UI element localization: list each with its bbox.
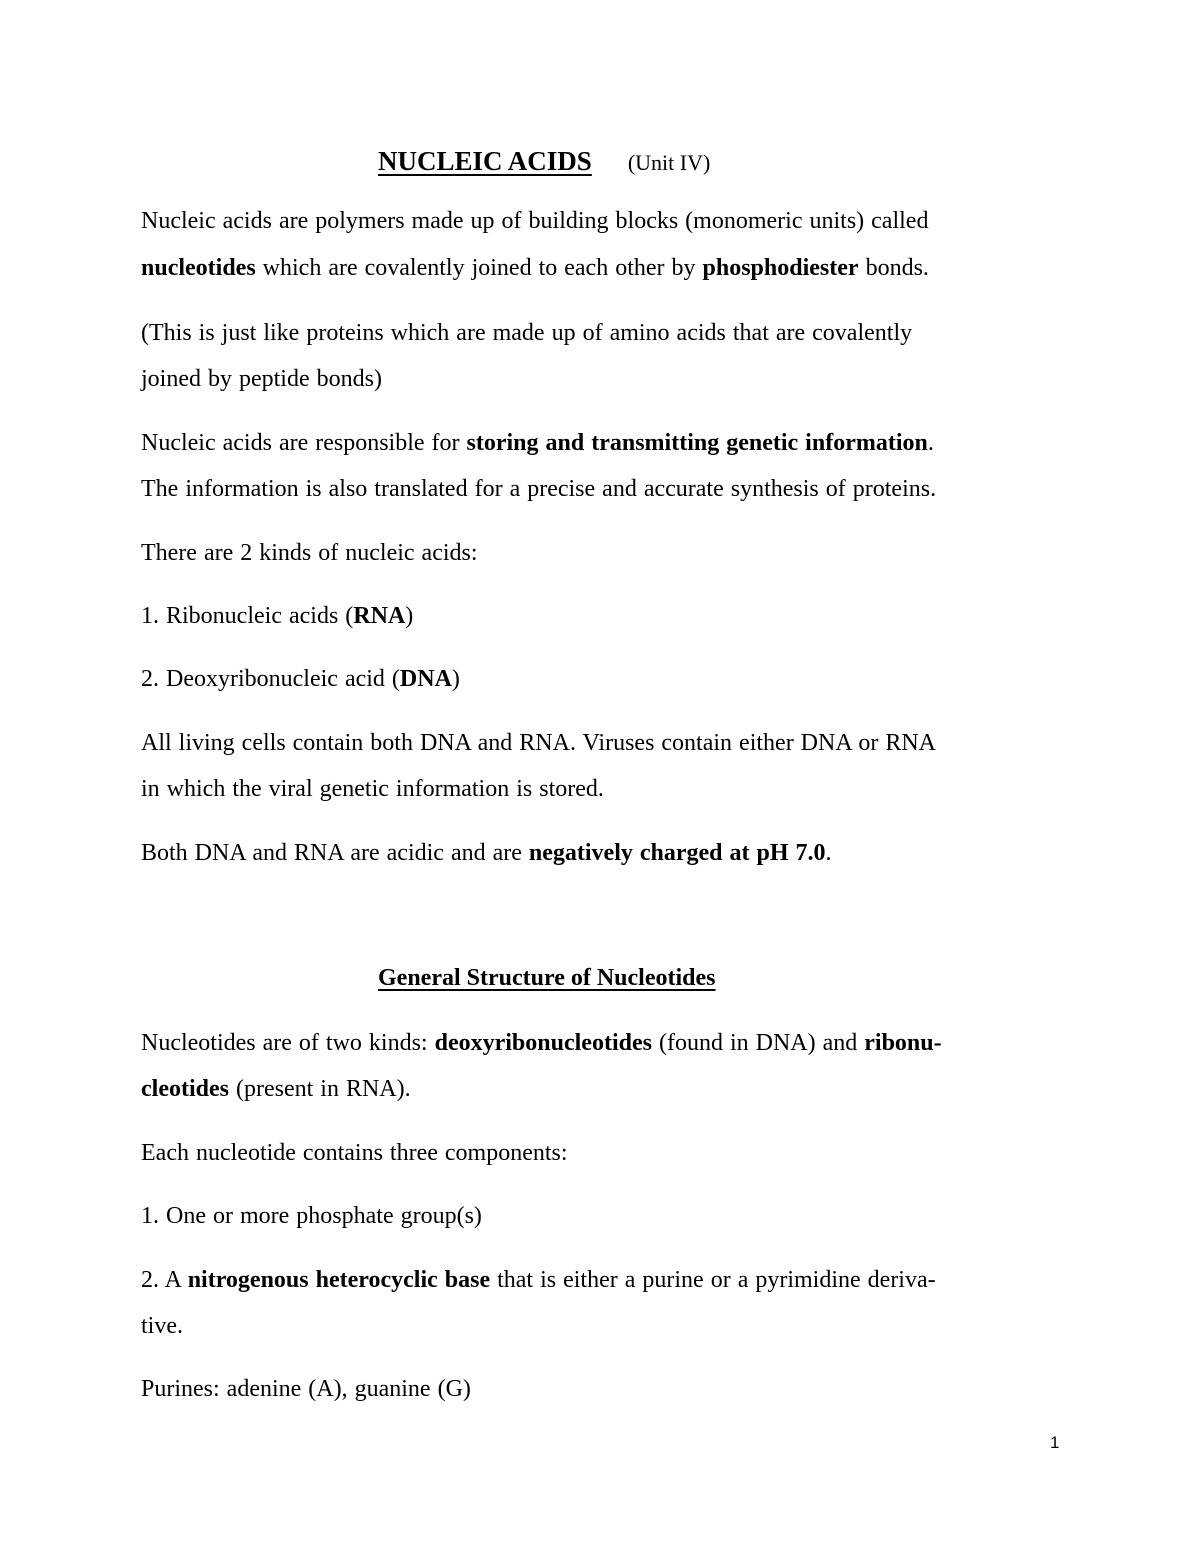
components-item-2-line-1: 2. A nitrogenous heterocyclic base that is either a purine or a pyrimidine deriva- [141, 1267, 936, 1293]
page-title [378, 145, 710, 179]
term-nucleotides: nucleotides [141, 255, 256, 281]
term-ribonucleotides-part-1: ribonu- [864, 1030, 942, 1056]
page-number: 1 [1050, 1433, 1060, 1452]
title-unit: (Unit IV) [627, 150, 711, 175]
kinds-intro: There are 2 kinds of nucleic acids: [141, 540, 478, 566]
purines-line: Purines: adenine (A), guanine (G) [141, 1376, 471, 1402]
kinds-item-rna: 1. Ribonucleic acids (RNA) [141, 603, 414, 629]
charge-line: Both DNA and RNA are acidic and are negatively charged at pH 7.0. [141, 840, 832, 866]
title-main: NUCLEIC ACIDS [378, 146, 592, 176]
cells-line-2: in which the viral genetic information is stored. [141, 776, 604, 802]
function-line-2: The information is also translated for a precise and accurate synthesis of proteins. [141, 476, 937, 502]
components-intro: Each nucleotide contains three components: [141, 1140, 568, 1166]
term-genetic-information: storing and transmitting genetic information [466, 430, 928, 456]
section-heading: General Structure of Nucleotides [378, 965, 716, 991]
term-negatively-charged: negatively charged at pH 7.0 [528, 840, 826, 866]
components-item-1: 1. One or more phosphate group(s) [141, 1203, 482, 1229]
function-line-1: Nucleic acids are responsible for storing and transmitting genetic information. [141, 430, 934, 456]
cells-line-1: All living cells contain both DNA and RNA. Viruses contain either DNA or RNA [141, 730, 937, 756]
analogy-line-1: (This is just like proteins which are made up of amino acids that are covalently [141, 320, 913, 346]
term-deoxyribonucleotides: deoxyribonucleotides [434, 1030, 652, 1056]
term-phosphodiester: phosphodiester [702, 255, 859, 281]
term-nitrogenous-base: nitrogenous heterocyclic base [187, 1267, 491, 1293]
kinds-item-dna: 2. Deoxyribonucleic acid (DNA) [141, 666, 460, 692]
components-item-2-line-2: tive. [141, 1313, 183, 1339]
intro-line-2: nucleotides which are covalently joined to each other by phosphodiester bonds. [141, 255, 929, 281]
term-ribonucleotides-part-2: cleotides [141, 1076, 229, 1102]
nucleotide-kinds-line-1: Nucleotides are of two kinds: deoxyribonucleotides (found in DNA) and ribonu- [141, 1030, 942, 1056]
analogy-line-2: joined by peptide bonds) [141, 366, 382, 392]
intro-line-1: Nucleic acids are polymers made up of building blocks (monomeric units) called [141, 208, 929, 234]
nucleotide-kinds-line-2: cleotides (present in RNA). [141, 1076, 411, 1102]
